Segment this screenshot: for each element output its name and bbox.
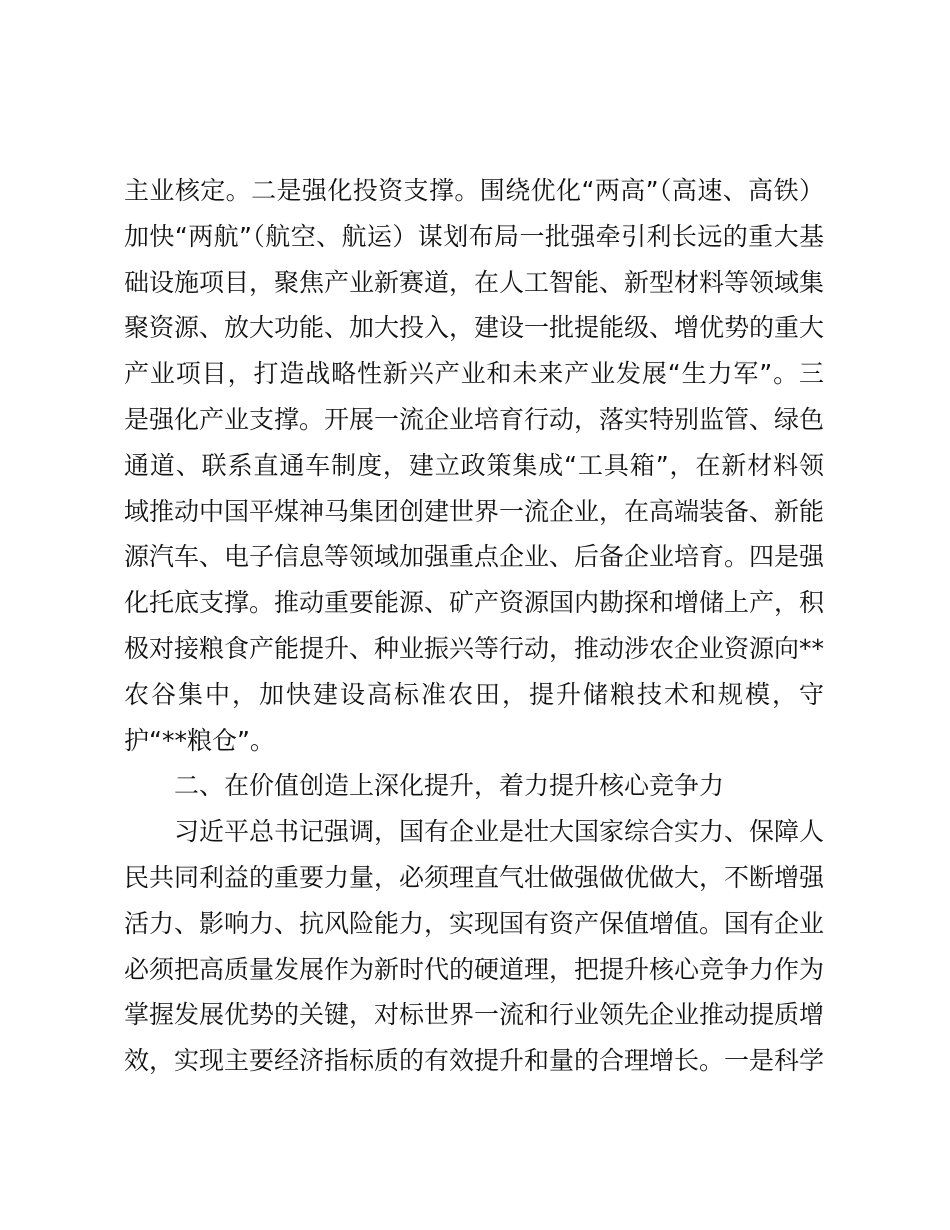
document-body	[124, 168, 824, 1084]
paragraph-continuation: 主业核定。二是强化投资支撑。围绕优化“两高”（高速、高铁）加快“两航”（航空、航运）谋划布局一批强牵引利长远的重大基础设施项目，聚焦产业新赛道，在人工智能、新型材料等领域集聚资源、放大功能、加大投入，建设一批提能级、增优势的重大产业项目，打造战略性新兴产业和未来产业发展“生力军”。三是强化产业支撑。开展一流企业培育行动，落实特别监管、绿色通道、联系直通车制度，建立政策集成“工具箱”，在新材料领域推动中国平煤神马集团创建世界一流企业，在高端装备、新能源汽车、电子信息等领域加强重点企业、后备企业培育。四是强化托底支撑。推动重要能源、矿产资源国内勘探和增储上产，积极对接粮食产能提升、种业振兴等行动，推动涉农企业资源向**农谷集中，加快建设高标准农田，提升储粮技术和规模，守护“**粮仓”。	[124, 176, 825, 755]
paragraph-body: 习近平总书记强调，国有企业是壮大国家综合实力、保障人民共同利益的重要力量，必须理直气壮做强做优做大，不断增强活力、影响力、抗风险能力，实现国有资产保值增值。国有企业必须把高质量发展作为新时代的硬道理，把提升核心竞争力作为掌握发展优势的关键，对标世界一流和行业领先企业推动提质增效，实现主要经济指标质的有效提升和量的合理增长。一是科学	[124, 817, 825, 1076]
section-heading: 二、在价值创造上深化提升，着力提升核心竞争力	[174, 771, 725, 801]
